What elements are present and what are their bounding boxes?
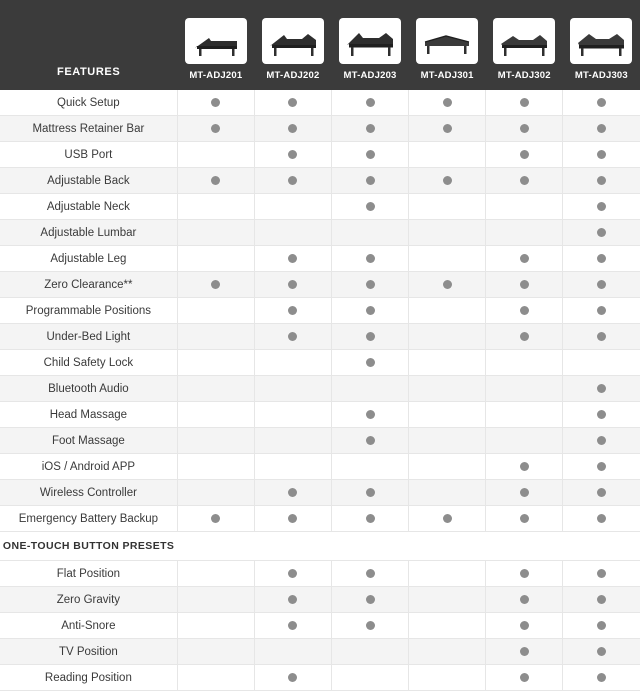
section-blank-cell (254, 532, 331, 561)
included-dot-icon (597, 462, 606, 471)
adjustable-bed-base-202-icon (262, 18, 324, 64)
feature-cell-2 (254, 587, 331, 613)
feature-cell-1 (177, 350, 254, 376)
feature-cell-5 (486, 324, 563, 350)
included-dot-icon (597, 254, 606, 263)
feature-cell-1 (177, 90, 254, 116)
included-dot-icon (443, 280, 452, 289)
feature-cell-3 (331, 639, 408, 665)
feature-cell-1 (177, 613, 254, 639)
included-dot-icon (443, 514, 452, 523)
included-dot-icon (443, 124, 452, 133)
included-dot-icon (520, 280, 529, 289)
feature-cell-4 (409, 506, 486, 532)
feature-cell-6 (563, 90, 640, 116)
included-dot-icon (597, 595, 606, 604)
feature-cell-1 (177, 376, 254, 402)
feature-cell-4 (409, 639, 486, 665)
table-row (0, 376, 640, 402)
included-dot-icon (288, 488, 297, 497)
included-dot-icon (288, 514, 297, 523)
section-blank-cell (409, 532, 486, 561)
feature-cell-3 (331, 665, 408, 691)
feature-cell-5 (486, 480, 563, 506)
section-blank-cell (486, 532, 563, 561)
feature-cell-6 (563, 116, 640, 142)
feature-cell-1 (177, 324, 254, 350)
feature-cell-4 (409, 480, 486, 506)
included-dot-icon (597, 384, 606, 393)
feature-cell-3 (331, 168, 408, 194)
feature-cell-2 (254, 168, 331, 194)
feature-cell-4 (409, 116, 486, 142)
feature-label: Adjustable Neck (0, 194, 177, 220)
included-dot-icon (366, 98, 375, 107)
included-dot-icon (597, 202, 606, 211)
included-dot-icon (211, 176, 220, 185)
included-dot-icon (211, 280, 220, 289)
feature-cell-2 (254, 480, 331, 506)
model-label-5: MT-ADJ302 (497, 70, 551, 81)
feature-cell-1 (177, 168, 254, 194)
included-dot-icon (211, 98, 220, 107)
feature-cell-4 (409, 376, 486, 402)
table-row (0, 90, 640, 116)
feature-label: Head Massage (0, 402, 177, 428)
adjustable-bed-base-301-icon (416, 18, 478, 64)
included-dot-icon (288, 280, 297, 289)
included-dot-icon (597, 176, 606, 185)
feature-cell-3 (331, 194, 408, 220)
included-dot-icon (366, 410, 375, 419)
included-dot-icon (288, 176, 297, 185)
model-label-1: MT-ADJ201 (189, 70, 243, 81)
included-dot-icon (366, 436, 375, 445)
adjustable-bed-base-302-icon (493, 18, 555, 64)
included-dot-icon (366, 332, 375, 341)
included-dot-icon (366, 514, 375, 523)
table-row (0, 639, 640, 665)
included-dot-icon (288, 332, 297, 341)
included-dot-icon (597, 98, 606, 107)
adjustable-bed-base-201-icon (185, 18, 247, 64)
table-row (0, 324, 640, 350)
feature-cell-4 (409, 665, 486, 691)
feature-cell-6 (563, 561, 640, 587)
feature-cell-6 (563, 428, 640, 454)
feature-cell-2 (254, 454, 331, 480)
model-label-6: MT-ADJ303 (574, 70, 628, 81)
included-dot-icon (288, 673, 297, 682)
feature-cell-4 (409, 142, 486, 168)
feature-label: Under-Bed Light (0, 324, 177, 350)
feature-label: Flat Position (0, 561, 177, 587)
included-dot-icon (520, 488, 529, 497)
feature-cell-5 (486, 376, 563, 402)
included-dot-icon (211, 514, 220, 523)
feature-cell-4 (409, 220, 486, 246)
feature-cell-5 (486, 402, 563, 428)
feature-cell-3 (331, 116, 408, 142)
feature-label: iOS / Android APP (0, 454, 177, 480)
adjustable-bed-base-203-icon (339, 18, 401, 64)
feature-label: Foot Massage (0, 428, 177, 454)
feature-label: Reading Position (0, 665, 177, 691)
included-dot-icon (597, 150, 606, 159)
table-row (0, 561, 640, 587)
feature-cell-2 (254, 350, 331, 376)
section-blank-cell (331, 532, 408, 561)
table-row (0, 428, 640, 454)
included-dot-icon (366, 569, 375, 578)
included-dot-icon (520, 306, 529, 315)
table-row (0, 350, 640, 376)
feature-cell-3 (331, 454, 408, 480)
feature-cell-2 (254, 194, 331, 220)
table-row (0, 587, 640, 613)
feature-label: USB Port (0, 142, 177, 168)
model-column-header-4 (409, 0, 486, 90)
feature-cell-3 (331, 272, 408, 298)
included-dot-icon (288, 621, 297, 630)
included-dot-icon (520, 332, 529, 341)
feature-label: Child Safety Lock (0, 350, 177, 376)
included-dot-icon (288, 98, 297, 107)
included-dot-icon (520, 150, 529, 159)
feature-cell-6 (563, 298, 640, 324)
feature-cell-1 (177, 639, 254, 665)
feature-cell-2 (254, 428, 331, 454)
included-dot-icon (366, 306, 375, 315)
feature-cell-2 (254, 402, 331, 428)
feature-cell-2 (254, 298, 331, 324)
feature-cell-1 (177, 587, 254, 613)
feature-cell-4 (409, 454, 486, 480)
model-label-4: MT-ADJ301 (420, 70, 474, 81)
feature-cell-2 (254, 561, 331, 587)
feature-cell-6 (563, 194, 640, 220)
included-dot-icon (597, 124, 606, 133)
feature-cell-3 (331, 613, 408, 639)
feature-cell-2 (254, 90, 331, 116)
feature-cell-3 (331, 246, 408, 272)
included-dot-icon (597, 436, 606, 445)
table-header (0, 0, 640, 90)
feature-cell-3 (331, 298, 408, 324)
feature-label: Wireless Controller (0, 480, 177, 506)
included-dot-icon (520, 621, 529, 630)
feature-cell-1 (177, 506, 254, 532)
feature-cell-5 (486, 142, 563, 168)
feature-cell-1 (177, 142, 254, 168)
included-dot-icon (288, 569, 297, 578)
included-dot-icon (520, 254, 529, 263)
feature-cell-5 (486, 194, 563, 220)
feature-cell-3 (331, 561, 408, 587)
feature-cell-6 (563, 454, 640, 480)
feature-cell-3 (331, 142, 408, 168)
feature-cell-2 (254, 324, 331, 350)
included-dot-icon (520, 569, 529, 578)
included-dot-icon (211, 124, 220, 133)
feature-cell-5 (486, 506, 563, 532)
feature-cell-4 (409, 402, 486, 428)
table-row (0, 220, 640, 246)
table-body (0, 90, 640, 691)
included-dot-icon (597, 228, 606, 237)
feature-cell-5 (486, 613, 563, 639)
table-row (0, 480, 640, 506)
feature-cell-3 (331, 350, 408, 376)
included-dot-icon (366, 254, 375, 263)
feature-label: Quick Setup (0, 90, 177, 116)
feature-cell-3 (331, 90, 408, 116)
feature-cell-6 (563, 272, 640, 298)
feature-cell-5 (486, 350, 563, 376)
feature-cell-6 (563, 220, 640, 246)
included-dot-icon (597, 569, 606, 578)
included-dot-icon (366, 595, 375, 604)
included-dot-icon (597, 488, 606, 497)
feature-cell-6 (563, 246, 640, 272)
feature-cell-2 (254, 142, 331, 168)
feature-label: Zero Clearance** (0, 272, 177, 298)
included-dot-icon (443, 98, 452, 107)
table-row (0, 506, 640, 532)
included-dot-icon (597, 306, 606, 315)
included-dot-icon (520, 647, 529, 656)
section-heading-row (0, 532, 640, 561)
feature-cell-3 (331, 402, 408, 428)
feature-cell-5 (486, 168, 563, 194)
feature-cell-3 (331, 376, 408, 402)
feature-cell-2 (254, 506, 331, 532)
feature-cell-5 (486, 272, 563, 298)
feature-cell-6 (563, 402, 640, 428)
included-dot-icon (597, 647, 606, 656)
included-dot-icon (366, 150, 375, 159)
included-dot-icon (520, 98, 529, 107)
feature-cell-1 (177, 246, 254, 272)
feature-cell-4 (409, 194, 486, 220)
feature-cell-1 (177, 220, 254, 246)
feature-cell-5 (486, 561, 563, 587)
feature-cell-6 (563, 506, 640, 532)
feature-label: Bluetooth Audio (0, 376, 177, 402)
feature-cell-5 (486, 428, 563, 454)
included-dot-icon (366, 124, 375, 133)
feature-cell-1 (177, 116, 254, 142)
feature-cell-5 (486, 298, 563, 324)
feature-label: Adjustable Leg (0, 246, 177, 272)
included-dot-icon (520, 462, 529, 471)
feature-cell-4 (409, 90, 486, 116)
included-dot-icon (288, 150, 297, 159)
feature-cell-1 (177, 480, 254, 506)
included-dot-icon (597, 673, 606, 682)
feature-label: TV Position (0, 639, 177, 665)
table-row (0, 298, 640, 324)
feature-cell-2 (254, 220, 331, 246)
feature-cell-5 (486, 90, 563, 116)
feature-cell-5 (486, 246, 563, 272)
included-dot-icon (443, 176, 452, 185)
feature-label: Programmable Positions (0, 298, 177, 324)
feature-cell-4 (409, 428, 486, 454)
feature-cell-5 (486, 639, 563, 665)
feature-cell-4 (409, 246, 486, 272)
included-dot-icon (366, 358, 375, 367)
feature-cell-3 (331, 324, 408, 350)
feature-cell-5 (486, 587, 563, 613)
included-dot-icon (288, 254, 297, 263)
included-dot-icon (520, 673, 529, 682)
model-column-header-3 (331, 0, 408, 90)
feature-label: Adjustable Lumbar (0, 220, 177, 246)
feature-cell-2 (254, 376, 331, 402)
feature-cell-3 (331, 587, 408, 613)
model-label-2: MT-ADJ202 (266, 70, 320, 81)
feature-cell-4 (409, 298, 486, 324)
feature-cell-5 (486, 220, 563, 246)
feature-cell-2 (254, 613, 331, 639)
feature-label: Zero Gravity (0, 587, 177, 613)
adjustable-bed-base-303-icon (570, 18, 632, 64)
feature-cell-1 (177, 665, 254, 691)
feature-cell-2 (254, 639, 331, 665)
included-dot-icon (288, 124, 297, 133)
table-row (0, 402, 640, 428)
section-heading: ONE-TOUCH BUTTON PRESETS (0, 532, 177, 561)
feature-cell-2 (254, 116, 331, 142)
feature-cell-6 (563, 168, 640, 194)
feature-cell-6 (563, 587, 640, 613)
feature-cell-5 (486, 665, 563, 691)
features-column-header: FEATURES (0, 0, 177, 90)
feature-cell-3 (331, 428, 408, 454)
included-dot-icon (520, 124, 529, 133)
table-row (0, 194, 640, 220)
table-row (0, 142, 640, 168)
feature-cell-6 (563, 639, 640, 665)
feature-cell-2 (254, 665, 331, 691)
included-dot-icon (597, 332, 606, 341)
feature-label: Anti-Snore (0, 613, 177, 639)
included-dot-icon (366, 280, 375, 289)
feature-cell-2 (254, 272, 331, 298)
included-dot-icon (597, 621, 606, 630)
feature-cell-6 (563, 376, 640, 402)
included-dot-icon (597, 514, 606, 523)
table-row (0, 116, 640, 142)
table-row (0, 613, 640, 639)
feature-cell-6 (563, 480, 640, 506)
feature-label: Adjustable Back (0, 168, 177, 194)
included-dot-icon (597, 280, 606, 289)
model-column-header-6 (563, 0, 640, 90)
feature-cell-3 (331, 480, 408, 506)
feature-cell-5 (486, 116, 563, 142)
model-column-header-1 (177, 0, 254, 90)
included-dot-icon (366, 176, 375, 185)
feature-cell-1 (177, 194, 254, 220)
included-dot-icon (288, 306, 297, 315)
feature-cell-5 (486, 454, 563, 480)
feature-cell-6 (563, 142, 640, 168)
feature-cell-6 (563, 324, 640, 350)
feature-cell-6 (563, 350, 640, 376)
feature-cell-4 (409, 272, 486, 298)
feature-cell-6 (563, 613, 640, 639)
included-dot-icon (520, 595, 529, 604)
table-row (0, 454, 640, 480)
table-row (0, 272, 640, 298)
included-dot-icon (366, 621, 375, 630)
model-column-header-2 (254, 0, 331, 90)
model-label-3: MT-ADJ203 (343, 70, 397, 81)
table-row (0, 246, 640, 272)
feature-label: Emergency Battery Backup (0, 506, 177, 532)
feature-label: Mattress Retainer Bar (0, 116, 177, 142)
feature-cell-1 (177, 298, 254, 324)
feature-cell-4 (409, 561, 486, 587)
feature-cell-4 (409, 587, 486, 613)
feature-cell-2 (254, 246, 331, 272)
included-dot-icon (597, 410, 606, 419)
included-dot-icon (366, 202, 375, 211)
section-blank-cell (563, 532, 640, 561)
feature-cell-3 (331, 220, 408, 246)
included-dot-icon (520, 176, 529, 185)
feature-cell-1 (177, 561, 254, 587)
feature-cell-3 (331, 506, 408, 532)
table-row (0, 168, 640, 194)
feature-cell-4 (409, 324, 486, 350)
included-dot-icon (288, 595, 297, 604)
feature-cell-1 (177, 272, 254, 298)
included-dot-icon (366, 488, 375, 497)
model-column-header-5 (486, 0, 563, 90)
included-dot-icon (520, 514, 529, 523)
feature-cell-6 (563, 665, 640, 691)
table-header-row (0, 0, 640, 90)
feature-cell-4 (409, 350, 486, 376)
section-blank-cell (177, 532, 254, 561)
table-row (0, 665, 640, 691)
feature-cell-4 (409, 613, 486, 639)
feature-cell-1 (177, 402, 254, 428)
feature-cell-1 (177, 454, 254, 480)
feature-cell-1 (177, 428, 254, 454)
feature-cell-4 (409, 168, 486, 194)
